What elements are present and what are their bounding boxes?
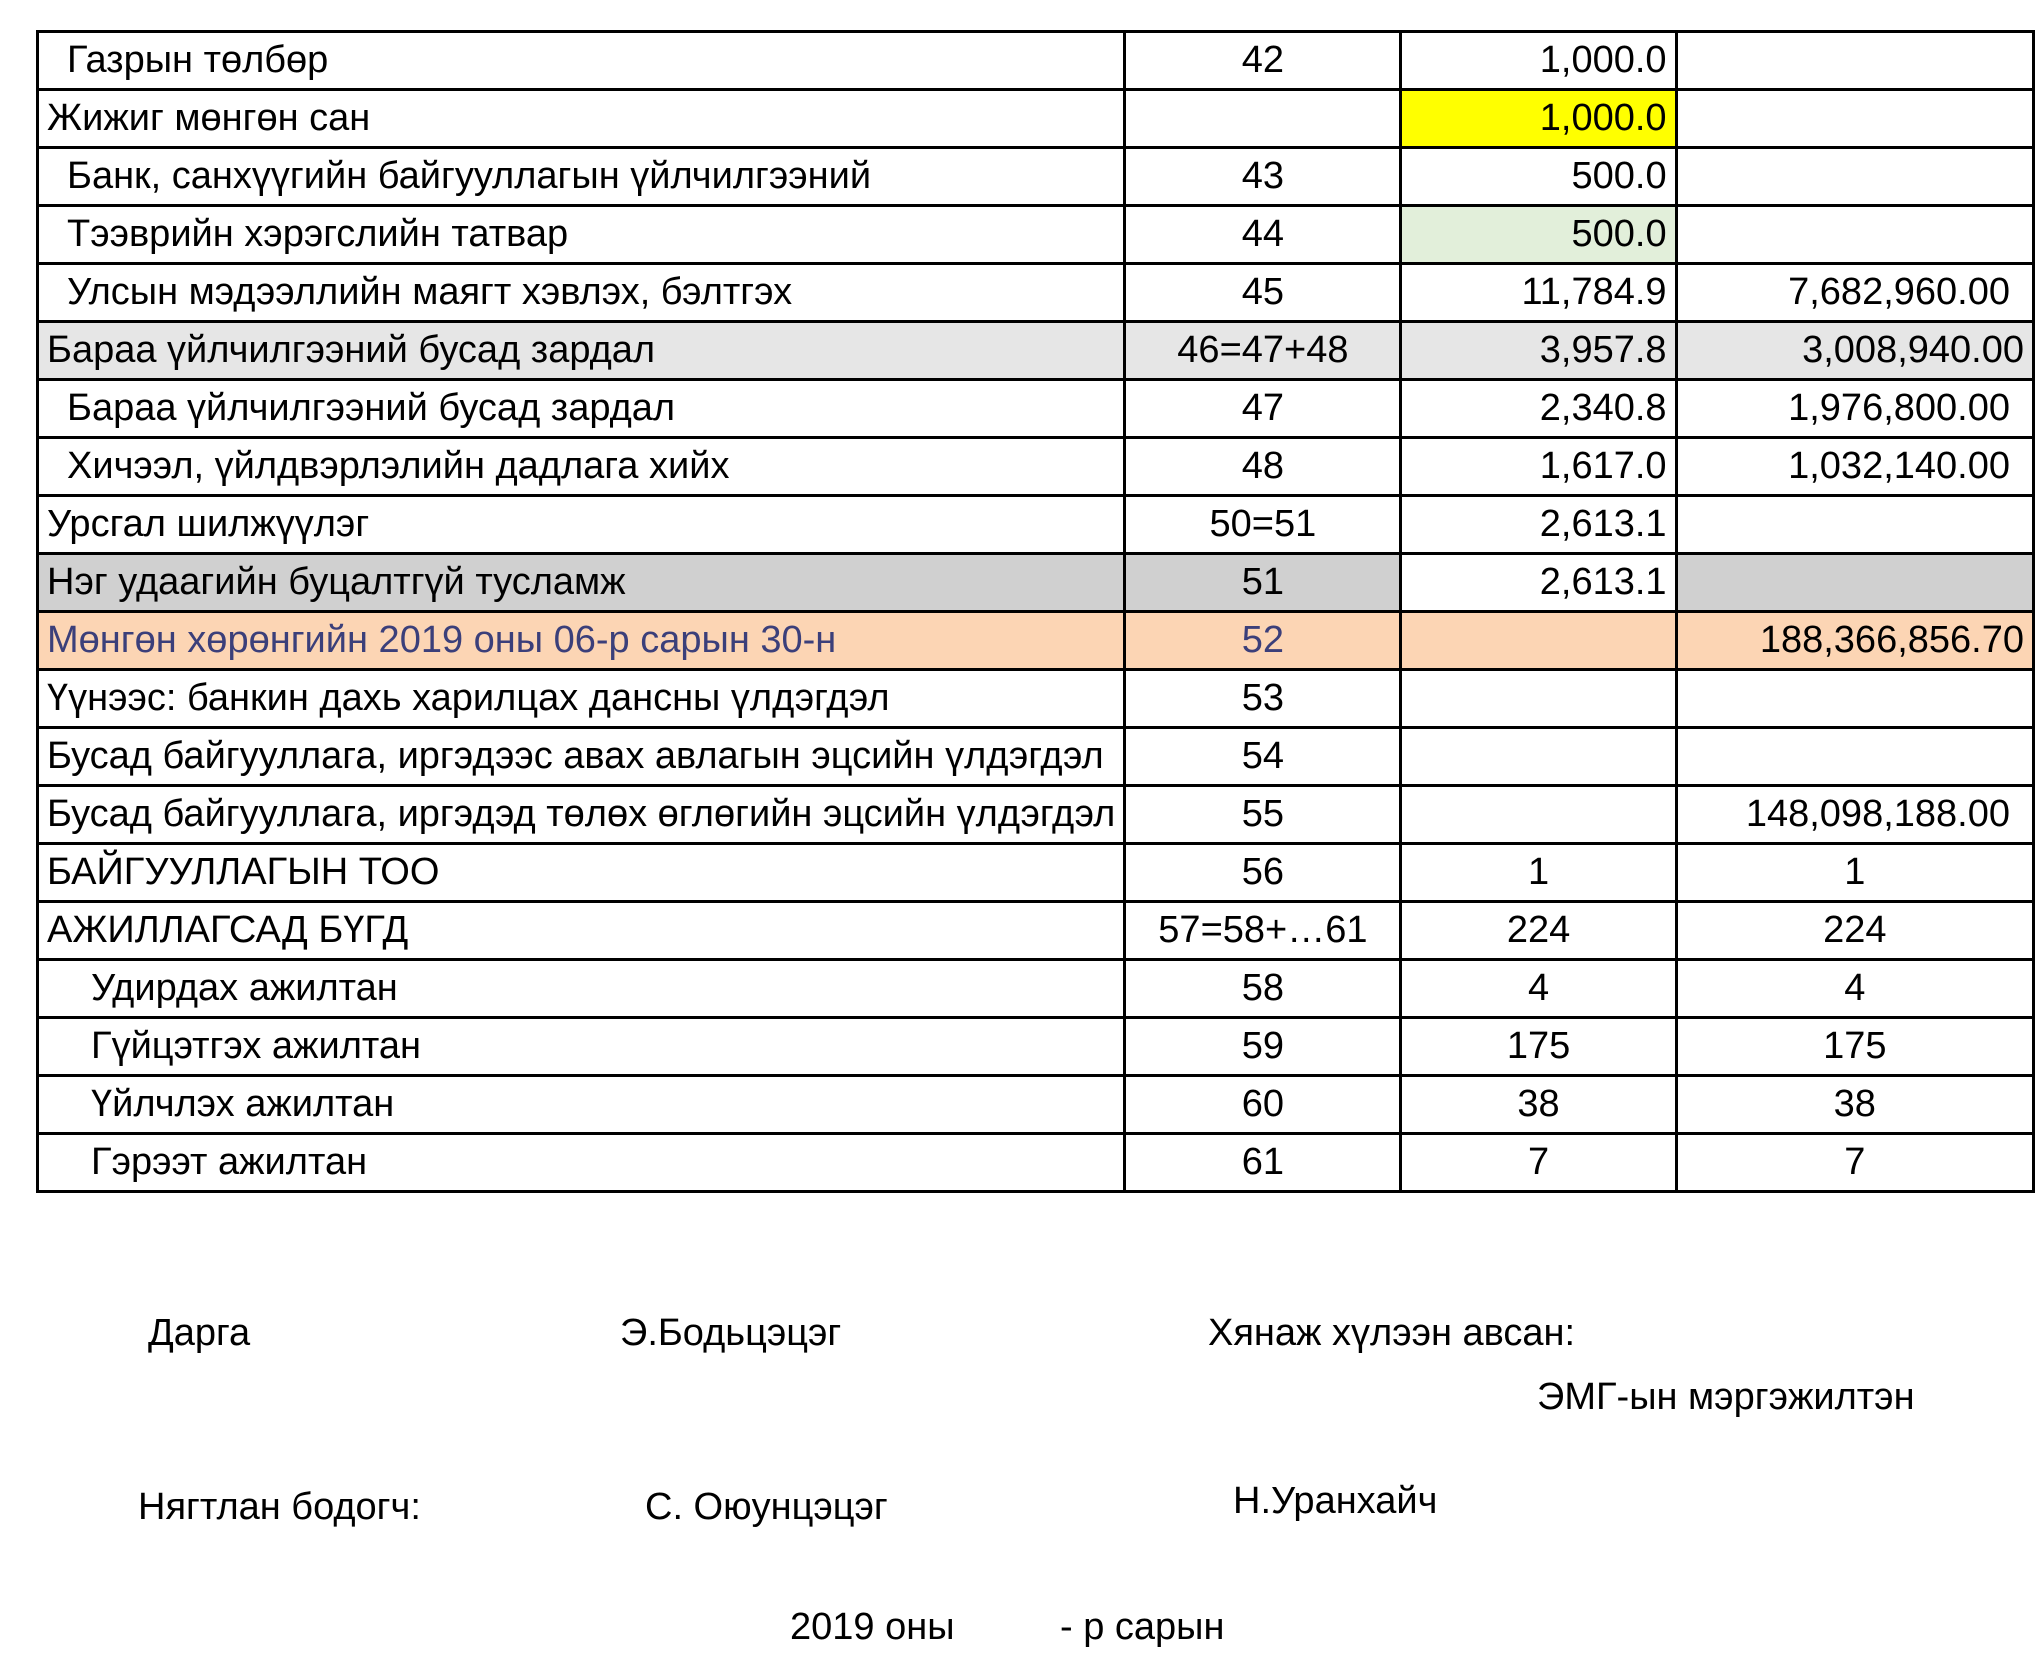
row-value-1: 11,784.9	[1401, 264, 1676, 322]
row-name: Урсгал шилжүүлэг	[38, 496, 1125, 554]
table-row	[38, 670, 2034, 728]
row-value-1: 3,957.8	[1401, 322, 1676, 380]
reviewed-label: Хянаж хүлээн авсан:	[1208, 1312, 1576, 1354]
row-code: 44	[1125, 206, 1401, 264]
row-code: 51	[1125, 554, 1401, 612]
row-value-2: 7	[1676, 1134, 2033, 1192]
row-value-2	[1676, 32, 2033, 90]
row-value-1: 500.0	[1401, 148, 1676, 206]
row-code: 48	[1125, 438, 1401, 496]
row-name: Банк, санхүүгийн байгууллагын үйлчилгээний	[38, 148, 1125, 206]
table-row	[38, 844, 2034, 902]
row-name: Үйлчлэх ажилтан	[38, 1076, 1125, 1134]
row-name: Гэрээт ажилтан	[38, 1134, 1125, 1192]
row-value-1	[1401, 670, 1676, 728]
row-code: 53	[1125, 670, 1401, 728]
report-table	[36, 30, 2035, 1193]
row-name: Удирдах ажилтан	[38, 960, 1125, 1018]
row-value-2	[1676, 90, 2033, 148]
row-value-1: 1	[1401, 844, 1676, 902]
row-code: 60	[1125, 1076, 1401, 1134]
row-name: Гүйцэтгэх ажилтан	[38, 1018, 1125, 1076]
row-code: 59	[1125, 1018, 1401, 1076]
row-name: Улсын мэдээллийн маягт хэвлэх, бэлтгэх	[38, 264, 1125, 322]
director-title: Дарга	[148, 1312, 251, 1354]
row-value-2: 7,682,960.00	[1676, 264, 2033, 322]
row-name: Бараа үйлчилгээний бусад зардал	[38, 322, 1125, 380]
row-code: 61	[1125, 1134, 1401, 1192]
table-row	[38, 1076, 2034, 1134]
reviewer-title: ЭМГ-ын мэргэжилтэн	[1537, 1376, 1915, 1418]
date-month: - р сарын	[1060, 1606, 1225, 1648]
table-row	[38, 786, 2034, 844]
row-code: 43	[1125, 148, 1401, 206]
row-value-2: 224	[1676, 902, 2033, 960]
row-code: 54	[1125, 728, 1401, 786]
row-name: Мөнгөн хөрөнгийн 2019 оны 06-р сарын 30-н	[38, 612, 1125, 670]
row-code: 55	[1125, 786, 1401, 844]
row-value-2: 148,098,188.00	[1676, 786, 2033, 844]
accountant-title: Нягтлан бодогч:	[138, 1486, 421, 1528]
table-row	[38, 902, 2034, 960]
row-value-2	[1676, 496, 2033, 554]
date-year: 2019 оны	[790, 1606, 955, 1648]
row-value-1: 38	[1401, 1076, 1676, 1134]
row-code: 57=58+…61	[1125, 902, 1401, 960]
row-code: 46=47+48	[1125, 322, 1401, 380]
row-value-1: 7	[1401, 1134, 1676, 1192]
row-value-2: 1,032,140.00	[1676, 438, 2033, 496]
row-value-1: 4	[1401, 960, 1676, 1018]
table-row	[38, 438, 2034, 496]
row-value-1: 2,340.8	[1401, 380, 1676, 438]
row-name: Жижиг мөнгөн сан	[38, 90, 1125, 148]
table-row	[38, 1018, 2034, 1076]
accountant-name: С. Оюунцэцэг	[645, 1486, 888, 1528]
row-value-1: 2,613.1	[1401, 496, 1676, 554]
row-value-1: 500.0	[1401, 206, 1676, 264]
table-row	[38, 206, 2034, 264]
director-name: Э.Бодьцэцэг	[620, 1312, 842, 1354]
table-row	[38, 496, 2034, 554]
row-name: БАЙГУУЛЛАГЫН ТОО	[38, 844, 1125, 902]
row-value-2	[1676, 206, 2033, 264]
row-value-2	[1676, 670, 2033, 728]
row-value-1: 175	[1401, 1018, 1676, 1076]
row-value-2	[1676, 728, 2033, 786]
row-value-2: 3,008,940.00	[1676, 322, 2033, 380]
row-name: Хичээл, үйлдвэрлэлийн дадлага хийх	[38, 438, 1125, 496]
table-row	[38, 728, 2034, 786]
row-value-1	[1401, 612, 1676, 670]
row-value-2: 1,976,800.00	[1676, 380, 2033, 438]
row-value-2	[1676, 554, 2033, 612]
row-name: Нэг удаагийн буцалтгүй тусламж	[38, 554, 1125, 612]
table-row	[38, 264, 2034, 322]
row-value-1: 1,000.0	[1401, 90, 1676, 148]
row-code: 52	[1125, 612, 1401, 670]
table-row	[38, 90, 2034, 148]
row-code	[1125, 90, 1401, 148]
row-value-1: 1,000.0	[1401, 32, 1676, 90]
table-row	[38, 554, 2034, 612]
row-value-2: 188,366,856.70	[1676, 612, 2033, 670]
row-code: 58	[1125, 960, 1401, 1018]
row-name: Бусад байгууллага, иргэдэд төлөх өглөгийн эцсийн үлдэгдэл	[38, 786, 1125, 844]
row-name: Газрын төлбөр	[38, 32, 1125, 90]
row-value-2: 1	[1676, 844, 2033, 902]
row-value-2: 4	[1676, 960, 2033, 1018]
row-name: Тээврийн хэрэгслийн татвар	[38, 206, 1125, 264]
row-name: АЖИЛЛАГСАД БҮГД	[38, 902, 1125, 960]
table-row	[38, 148, 2034, 206]
row-code: 47	[1125, 380, 1401, 438]
row-code: 50=51	[1125, 496, 1401, 554]
table-row	[38, 1134, 2034, 1192]
table-row	[38, 380, 2034, 438]
table-row	[38, 32, 2034, 90]
row-code: 45	[1125, 264, 1401, 322]
row-name: Бусад байгууллага, иргэдээс авах авлагын эцсийн үлдэгдэл	[38, 728, 1125, 786]
table-row	[38, 960, 2034, 1018]
row-name: Үүнээс: банкин дахь харилцах дансны үлдэгдэл	[38, 670, 1125, 728]
row-value-2	[1676, 148, 2033, 206]
row-value-1	[1401, 786, 1676, 844]
row-code: 42	[1125, 32, 1401, 90]
table-row	[38, 612, 2034, 670]
row-value-1: 224	[1401, 902, 1676, 960]
reviewer-name: Н.Уранхайч	[1233, 1480, 1438, 1522]
table-row	[38, 322, 2034, 380]
row-code: 56	[1125, 844, 1401, 902]
row-value-2: 175	[1676, 1018, 2033, 1076]
row-value-1: 2,613.1	[1401, 554, 1676, 612]
row-value-1	[1401, 728, 1676, 786]
row-value-1: 1,617.0	[1401, 438, 1676, 496]
row-name: Бараа үйлчилгээний бусад зардал	[38, 380, 1125, 438]
row-value-2: 38	[1676, 1076, 2033, 1134]
